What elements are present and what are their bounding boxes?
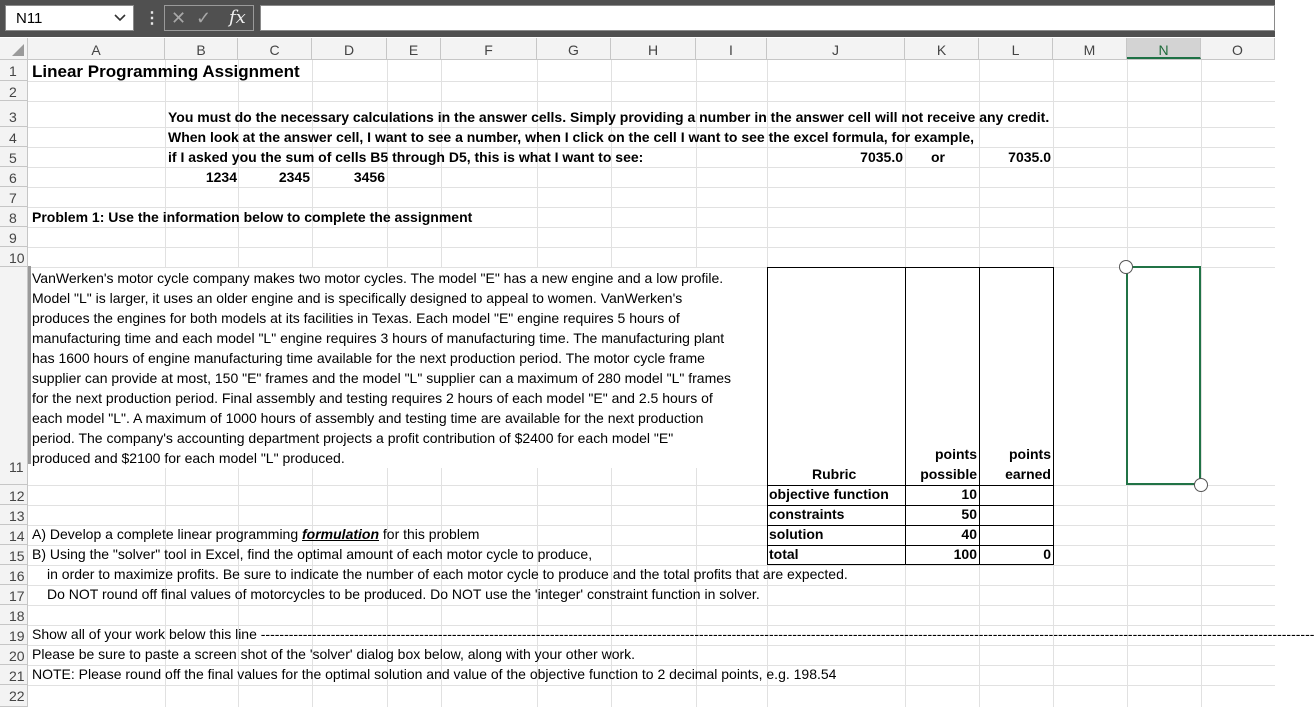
row-header-18[interactable]: 18 [0,605,28,625]
rubric-label-objective[interactable]: objective function [769,486,889,502]
row-header-11[interactable]: 11 [0,267,28,485]
paragraph-left-border [28,266,31,464]
problem-line: supplier can provide at most, 150 "E" frames and the model "L" supplier can a maximum of 280 model "L" frames [32,370,732,386]
rubric-possible-total[interactable]: 100 [953,546,977,562]
row-header-12[interactable]: 12 [0,485,28,505]
rubric-label-solution[interactable]: solution [769,526,824,542]
select-all-button[interactable] [0,38,28,59]
example-cell-c6[interactable]: 2345 [278,169,310,185]
example-value-1[interactable]: 7035.0 [860,149,903,165]
column-header-c[interactable]: C [238,38,312,59]
chevron-down-icon[interactable] [113,9,127,28]
part-a-suffix: for this problem [379,526,480,542]
row-header-22[interactable]: 22 [0,685,28,707]
example-cell-b6[interactable]: 1234 [205,169,237,185]
points-earned-header-1[interactable]: points [1009,446,1051,462]
vertical-dots-icon[interactable]: ⋮ [144,10,160,27]
name-box[interactable] [5,5,134,31]
part-b-line-3[interactable]: Do NOT round off final values of motorcycles to be produced. Do NOT use the 'integer' constraint function in solver. [47,586,760,602]
row-header-15[interactable]: 15 [0,545,28,565]
column-header-h[interactable]: H [611,38,696,59]
row-header-10[interactable]: 10 [0,247,28,267]
selected-rectangle-shape[interactable] [1126,266,1201,485]
row-header-6[interactable]: 6 [0,167,28,187]
column-header-g[interactable]: G [537,38,611,59]
problem-line: VanWerken's motor cycle company makes two motor cycles. The model "E" has a new engine and a low profile. [32,270,724,286]
row-header-2[interactable]: 2 [0,81,28,101]
problem-line: each model "L". A maximum of 1000 hours of assembly and testing time are available for the next production [32,410,704,426]
points-earned-header-2[interactable]: earned [1005,466,1051,482]
formula-bar [0,0,1275,38]
problem-heading[interactable]: Problem 1: Use the information below to complete the assignment [32,209,473,225]
instruction-line-1[interactable]: You must do the necessary calculations in the answer cells. Simply providing a number in the answer cell will not receive any credit. [168,109,1050,125]
example-value-2[interactable]: 7035.0 [1008,149,1051,165]
column-header-o[interactable]: O [1201,38,1275,59]
part-b-line-2[interactable]: in order to maximize profits. Be sure to indicate the number of each motor cycle to produce and the total profits that are expected. [47,566,848,582]
instruction-line-3[interactable]: if I asked you the sum of cells B5 through D5, this is what I want to see: [168,149,644,165]
show-work-line[interactable]: Show all of your work below this line ---------------------------------------------------------------------------------------------------------------------------------------------------------------------------------------------------------------------------------- [32,626,1314,642]
row-header-19[interactable]: 19 [0,625,28,645]
column-header-k[interactable]: K [905,38,979,59]
rubric-earned-total[interactable]: 0 [1043,546,1051,562]
row-header-17[interactable]: 17 [0,585,28,605]
instruction-line-2[interactable]: When look at the answer cell, I want to see a number, when I click on the cell I want to see the excel formula, for example, [168,129,975,145]
row-header-8[interactable]: 8 [0,207,28,227]
round-note[interactable]: NOTE: Please round off the final values for the optimal solution and value of the objective function to 2 decimal points, e.g. 198.54 [32,666,837,682]
row-header-13[interactable]: 13 [0,505,28,525]
problem-line: Model "L" is larger, it uses an older engine and is specifically designed to appeal to women. VanWerken's [32,290,683,306]
row-header-9[interactable]: 9 [0,227,28,247]
fx-icon[interactable]: fx [229,7,246,28]
column-header-e[interactable]: E [387,38,441,59]
resize-handle-top-left[interactable] [1119,260,1133,274]
points-possible-header-2[interactable]: possible [920,466,977,482]
column-header-l[interactable]: L [979,38,1053,59]
problem-line: for the next production period. Final assembly and testing requires 2 hours of each model "E" and 2.5 hours of [32,390,713,406]
column-header-j[interactable]: J [767,38,905,59]
row-header-1[interactable]: 1 [0,60,28,81]
name-box-value[interactable]: N11 [16,10,43,27]
part-a[interactable] [32,526,479,542]
row-header-3[interactable]: 3 [0,101,28,127]
select-all-triangle-icon [12,44,24,56]
column-header-i[interactable]: I [696,38,767,59]
check-icon[interactable]: ✓ [196,8,212,28]
rubric-label-constraints[interactable]: constraints [769,506,845,522]
paste-note[interactable]: Please be sure to paste a screen shot of the 'solver' dialog box below, along with your other work. [32,646,636,662]
row-header-16[interactable]: 16 [0,565,28,585]
rubric-possible-objective[interactable]: 10 [961,486,977,502]
column-header-d[interactable]: D [312,38,387,59]
points-possible-header-1[interactable]: points [935,446,977,462]
rubric-possible-solution[interactable]: 40 [961,526,977,542]
column-header-m[interactable]: M [1053,38,1127,59]
row-header-20[interactable]: 20 [0,645,28,665]
part-a-emphasis: formulation [302,526,380,542]
rubric-label-total[interactable]: total [769,546,799,562]
resize-handle-bottom-right[interactable] [1194,478,1208,492]
part-a-prefix: A) Develop a complete linear programming [32,526,303,542]
row-header-5[interactable]: 5 [0,147,28,167]
column-header-f[interactable]: F [441,38,537,59]
close-icon[interactable]: ✕ [171,8,187,28]
column-header-a[interactable]: A [28,38,165,59]
example-cell-d6[interactable]: 3456 [353,169,385,185]
column-header-n[interactable]: N [1127,38,1201,59]
row-header-21[interactable]: 21 [0,665,28,685]
column-header-b[interactable]: B [165,38,238,59]
row-header-7[interactable]: 7 [0,187,28,207]
formula-buttons [164,5,254,31]
row-header-4[interactable]: 4 [0,127,28,147]
example-or[interactable]: or [931,149,945,165]
column-header-bar [0,38,1275,60]
problem-description[interactable] [32,268,767,468]
sheet-title[interactable]: Linear Programming Assignment [32,62,300,81]
problem-line: manufacturing time and each model "L" engine requires 3 hours of manufacturing time. The manufacturing plant [32,330,725,346]
problem-line: produces the engines for both models at its facilities in Texas. Each model "E" engine requires 5 hours of [32,310,680,326]
formula-input[interactable] [260,5,1275,31]
problem-line: produced and $2100 for each model "L" produced. [32,450,345,466]
part-b[interactable]: B) Using the "solver" tool in Excel, find the optimal amount of each motor cycle to produce, [32,546,593,562]
problem-line: has 1600 hours of engine manufacturing time available for the next production period. The motor cycle frame [32,350,705,366]
rubric-header[interactable]: Rubric [812,466,857,482]
rubric-possible-constraints[interactable]: 50 [961,506,977,522]
problem-line: period. The company's accounting department projects a profit contribution of $2400 for each model "E" [32,430,674,446]
row-header-14[interactable]: 14 [0,525,28,545]
